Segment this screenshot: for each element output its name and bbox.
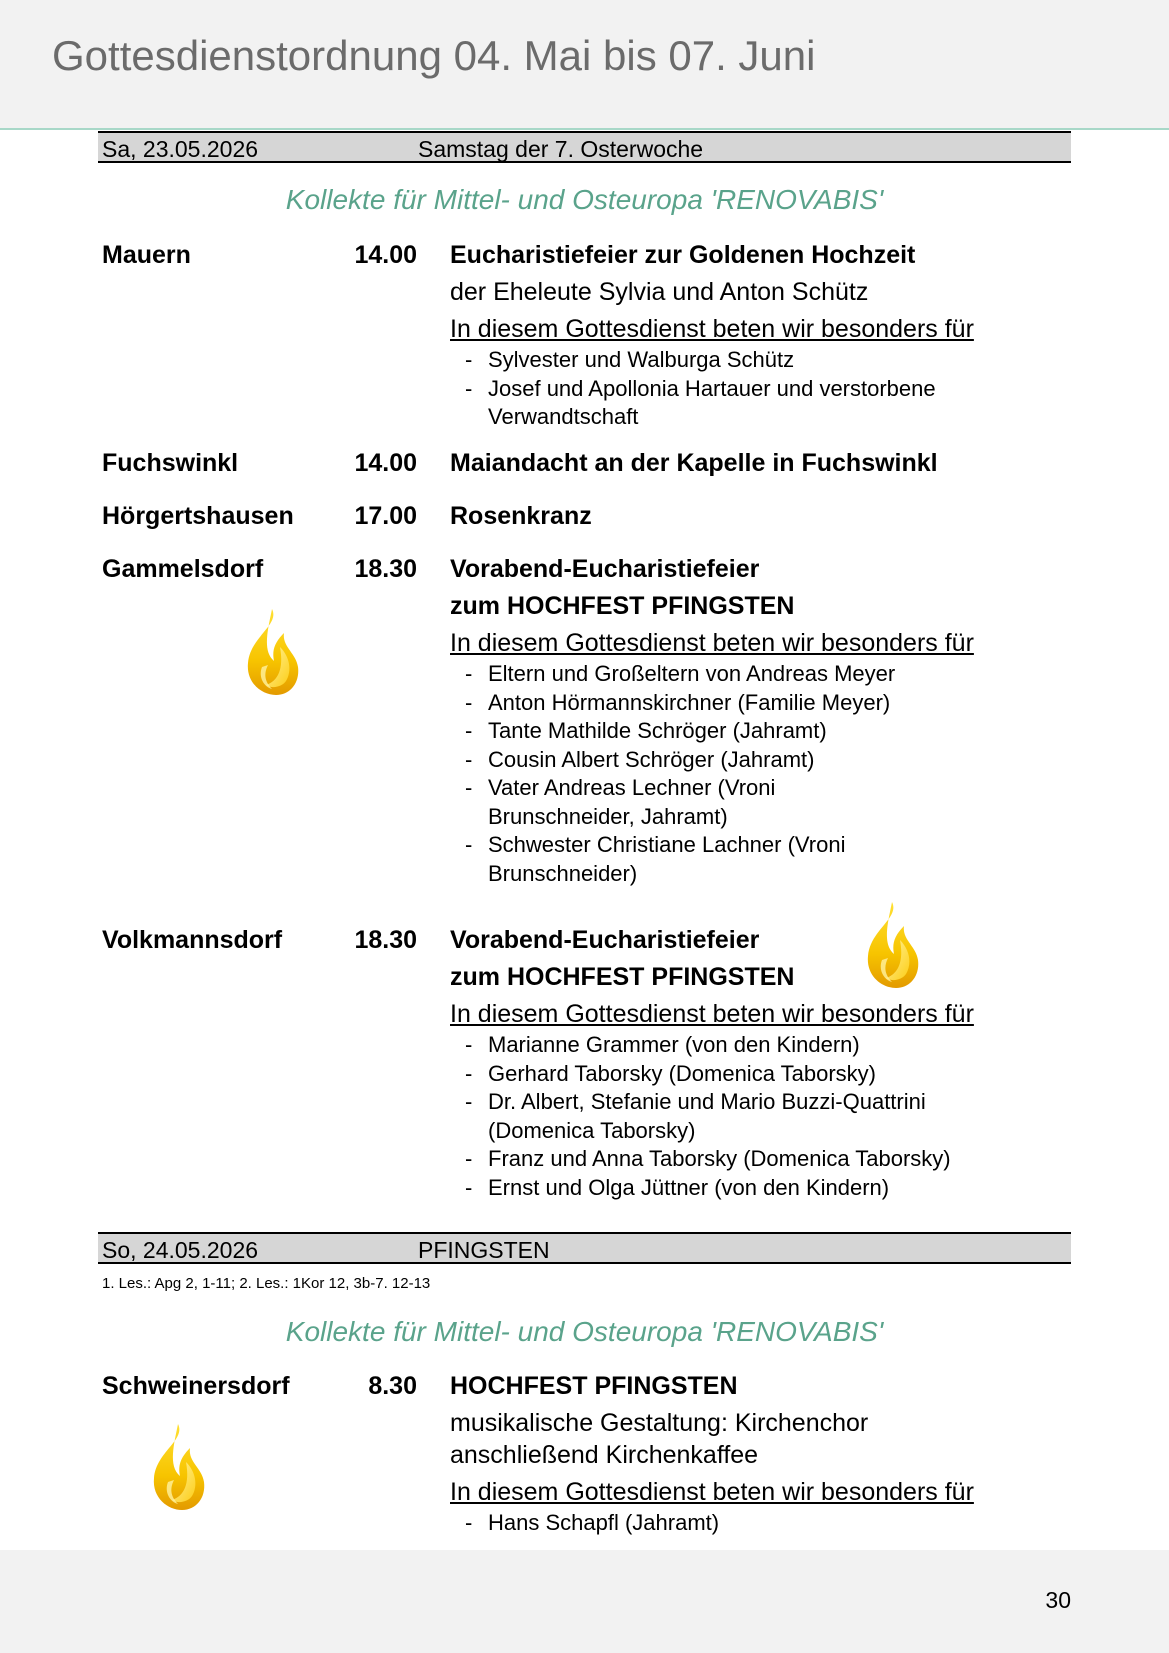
scripture-readings: 1. Les.: Apg 2, 1-11; 2. Les.: 1Kor 12, 3b-7. 12-13 xyxy=(102,1275,431,1292)
prayer-heading: In diesem Gottesdienst beten wir besonders für xyxy=(450,315,974,343)
service-place: Hörgertshausen xyxy=(102,502,294,530)
kollekte-note: Kollekte für Mittel- und Osteuropa 'RENOVABIS' xyxy=(285,1316,884,1347)
pentecost-flame-icon xyxy=(242,607,302,697)
prayer-heading: In diesem Gottesdienst beten wir besonders für xyxy=(450,629,974,657)
service-subtitle: der Eheleute Sylvia und Anton Schütz xyxy=(450,278,869,306)
service-time: 14.00 xyxy=(354,241,417,269)
list-item: - Sylvester und Walburga Schütz xyxy=(465,346,1065,375)
service-title: Eucharistiefeier zur Goldenen Hochzeit xyxy=(450,241,916,269)
intention-list xyxy=(465,1509,1065,1538)
service-time: 8.30 xyxy=(368,1372,417,1400)
day-feast: PFINGSTEN xyxy=(418,1237,550,1263)
prayer-heading: In diesem Gottesdienst beten wir besonders für xyxy=(450,1478,974,1506)
service-time: 14.00 xyxy=(354,449,417,477)
service-place: Volkmannsdorf xyxy=(102,926,283,954)
service-subtitle-line2: anschließend Kirchenkaffee xyxy=(450,1441,759,1469)
list-item: - Hans Schapfl (Jahramt) xyxy=(465,1509,1065,1538)
service-place: Gammelsdorf xyxy=(102,555,264,583)
list-item: - Eltern und Großeltern von Andreas Meyer xyxy=(465,660,1065,689)
service-title: Vorabend-Eucharistiefeier xyxy=(450,926,760,954)
list-item: - Franz und Anna Taborsky (Domenica Taborsky) xyxy=(465,1145,1065,1174)
day-date: Sa, 23.05.2026 xyxy=(102,136,259,162)
list-item: - Gerhard Taborsky (Domenica Taborsky) xyxy=(465,1060,1065,1089)
page-footer xyxy=(0,1550,1169,1653)
list-item: - Cousin Albert Schröger (Jahramt) xyxy=(465,746,1065,775)
pentecost-flame-icon xyxy=(148,1422,208,1512)
service-title-line2: zum HOCHFEST PFINGSTEN xyxy=(450,963,795,991)
service-time: 18.30 xyxy=(354,926,417,954)
service-place: Schweinersdorf xyxy=(102,1372,290,1400)
service-title: HOCHFEST PFINGSTEN xyxy=(450,1372,738,1400)
prayer-heading: In diesem Gottesdienst beten wir besonders für xyxy=(450,1000,974,1028)
list-item: - Dr. Albert, Stefanie und Mario Buzzi-Quattrini (Domenica Taborsky) xyxy=(465,1088,1028,1145)
page-title: Gottesdienstordnung 04. Mai bis 07. Juni xyxy=(52,32,816,79)
list-item: - Josef und Apollonia Hartauer und verstorbene Verwandtschaft xyxy=(465,375,1048,432)
service-time: 18.30 xyxy=(354,555,417,583)
service-title: Vorabend-Eucharistiefeier xyxy=(450,555,760,583)
service-title-line2: zum HOCHFEST PFINGSTEN xyxy=(450,592,795,620)
intention-list xyxy=(465,1031,1065,1202)
service-subtitle: musikalische Gestaltung: Kirchenchor xyxy=(450,1409,869,1437)
intention-list xyxy=(465,660,1065,888)
pentecost-flame-icon xyxy=(862,900,922,990)
list-item: - Marianne Grammer (von den Kindern) xyxy=(465,1031,1065,1060)
kollekte-note: Kollekte für Mittel- und Osteuropa 'RENOVABIS' xyxy=(285,184,884,215)
list-item: - Tante Mathilde Schröger (Jahramt) xyxy=(465,717,1065,746)
day-bar xyxy=(98,1232,1071,1264)
list-item: - Vater Andreas Lechner (Vroni Brunschneider, Jahramt) xyxy=(465,774,868,831)
page-number: 30 xyxy=(1045,1587,1071,1613)
service-place: Mauern xyxy=(102,241,191,269)
service-place: Fuchswinkl xyxy=(102,449,239,477)
day-date: So, 24.05.2026 xyxy=(102,1237,259,1263)
page-header xyxy=(0,0,1169,130)
day-feast: Samstag der 7. Osterwoche xyxy=(418,136,704,162)
service-title: Rosenkranz xyxy=(450,502,592,530)
list-item: - Schwester Christiane Lachner (Vroni Brunschneider) xyxy=(465,831,868,888)
service-time: 17.00 xyxy=(354,502,417,530)
list-item: - Ernst und Olga Jüttner (von den Kindern) xyxy=(465,1174,1065,1203)
intention-list xyxy=(465,346,1065,432)
service-title: Maiandacht an der Kapelle in Fuchswinkl xyxy=(450,449,938,477)
list-item: - Anton Hörmannskirchner (Familie Meyer) xyxy=(465,689,1065,718)
day-bar xyxy=(98,131,1071,163)
